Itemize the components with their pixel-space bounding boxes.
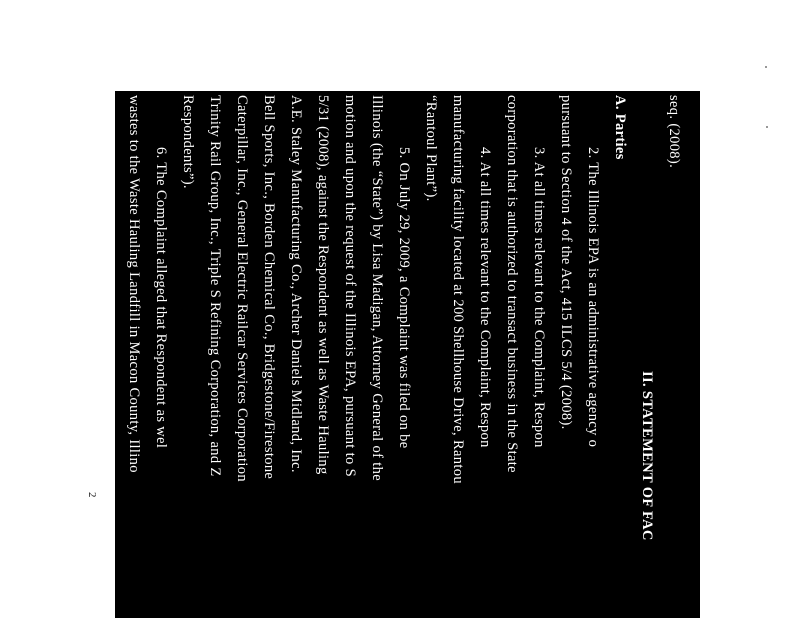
- paragraph-line: 5. On July 29, 2009, a Complaint was filed on be: [396, 147, 412, 449]
- scan-speck: [766, 126, 768, 128]
- paragraph-line: 3. At all times relevant to the Complaint, Respon: [531, 147, 547, 448]
- paragraph-line: wastes to the Waste Hauling Landfill in Macon County, Illino: [126, 95, 142, 473]
- paragraph-line: corporation that is authorized to transact business in the State: [504, 95, 520, 473]
- paragraph-line: Respondents”).: [180, 95, 196, 189]
- page-number-text: 2: [86, 492, 98, 498]
- paragraph-line: motion and upon the request of the Illinois EPA, pursuant to S: [342, 95, 358, 478]
- paragraph-line: A.E. Staley Manufacturing Co., Archer Daniels Midland, Inc.: [288, 95, 304, 473]
- paragraph-line: Trinity Rail Group, Inc., Triple S Refining Corporation, and Z: [207, 95, 223, 477]
- paragraph-line: Caterpillar, Inc., General Electric Railcar Services Corporation: [234, 95, 250, 482]
- paragraph-line: 6. The Complaint alleged that Respondent as wel: [153, 147, 169, 449]
- paragraph-line: manufacturing facility located at 200 Shellhouse Drive, Rantou: [450, 95, 466, 484]
- subsection-heading: A. Parties: [612, 95, 628, 160]
- document-page: [99, 91, 700, 618]
- paragraph-line: 4. At all times relevant to the Complaint, Respon: [477, 147, 493, 448]
- document-text-rotated: [99, 91, 700, 618]
- section-heading: II. STATEMENT OF FAC: [639, 371, 655, 541]
- paragraph-line: Bell Sports, Inc., Borden Chemical Co., Bridgestone/Firestone: [261, 95, 277, 480]
- paragraph-line: Illinois (the “State”) by Lisa Madigan, Attorney General of the: [369, 95, 385, 482]
- paragraph-line: 5/31 (2008), against the Respondent as well as Waste Hauling: [315, 95, 331, 475]
- paragraph-line: pursuant to Section 4 of the Act, 415 ILCS 5/4 (2008).: [558, 95, 574, 430]
- paragraph-line: contained hazardous substances. In the Complaint, the Comp: [99, 95, 115, 470]
- text-line: seq. (2008).: [666, 95, 682, 169]
- scan-speck: [765, 66, 767, 68]
- paragraph-line: 2. The Illinois EPA is an administrative agency o: [585, 147, 601, 448]
- page-number: [88, 492, 96, 508]
- paragraph-line: “Rantoul Plant”).: [423, 95, 439, 202]
